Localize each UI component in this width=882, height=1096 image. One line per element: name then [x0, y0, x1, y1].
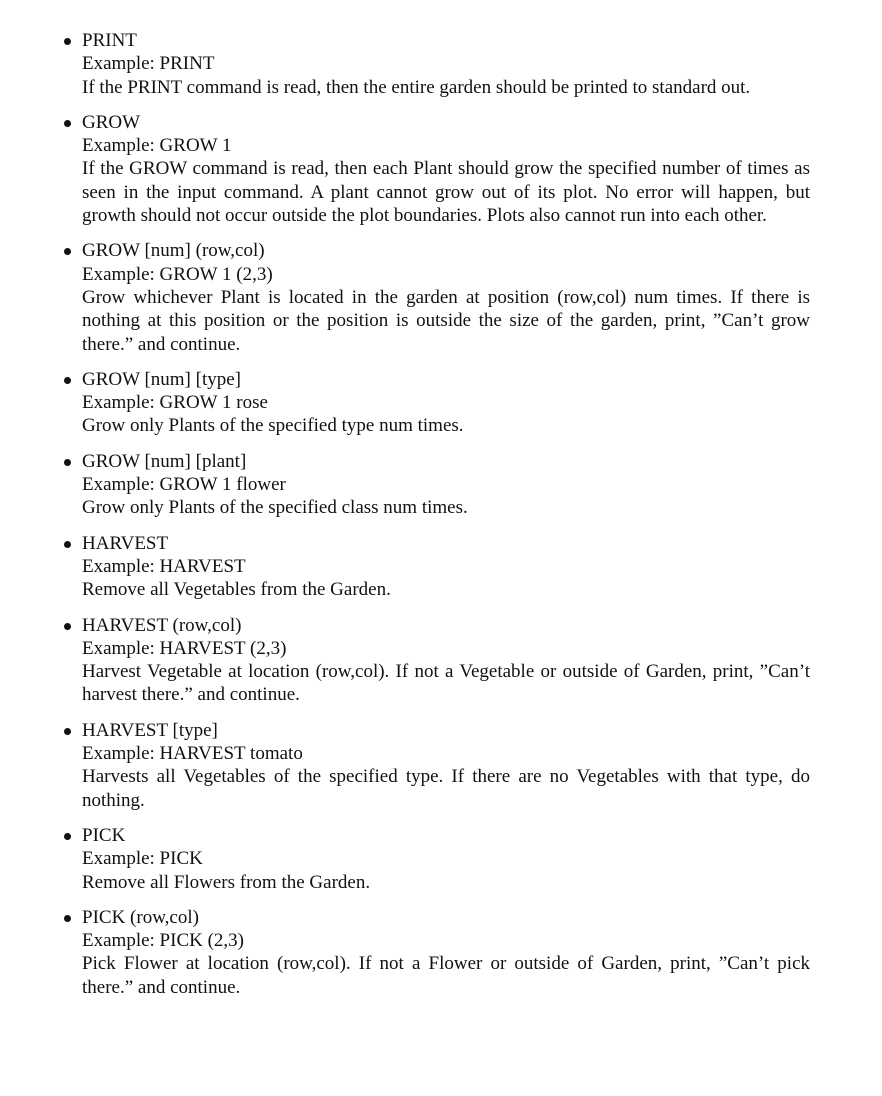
command-example: Example: HARVEST	[82, 555, 246, 577]
list-item	[82, 532, 810, 602]
bullet-icon	[64, 459, 71, 466]
command-example: Example: PICK	[82, 848, 203, 870]
command-example: Example: GROW 1 (2,3)	[82, 263, 273, 285]
bullet-icon	[64, 833, 71, 840]
list-item	[82, 614, 810, 707]
command-name: HARVEST	[82, 532, 169, 554]
command-description: If the PRINT command is read, then the entire garden should be printed to standard out.	[82, 76, 751, 98]
list-item	[82, 29, 810, 99]
command-example: Example: PICK (2,3)	[82, 930, 245, 952]
list-item	[82, 111, 810, 227]
bullet-icon	[64, 915, 71, 922]
bullet-icon	[64, 120, 71, 127]
bullet-icon	[64, 623, 71, 630]
command-example: Example: PRINT	[82, 53, 215, 75]
bullet-icon	[64, 38, 71, 45]
bullet-icon	[64, 248, 71, 255]
command-name: HARVEST (row,col)	[82, 614, 242, 636]
command-name: HARVEST [type]	[82, 719, 218, 741]
command-name: GROW [num] [type]	[82, 368, 242, 390]
command-description: Grow only Plants of the specified type num times.	[82, 415, 464, 437]
command-description: Pick Flower at location (row,col). If not a Flower or outside of Garden, print, ”Can’t pick there.” and continue.	[82, 953, 810, 998]
command-description: Harvests all Vegetables of the specified type. If there are no Vegetables with that type, do nothing.	[82, 766, 810, 811]
bullet-icon	[64, 728, 71, 735]
command-example: Example: GROW 1 flower	[82, 474, 286, 496]
command-example: Example: HARVEST (2,3)	[82, 637, 287, 659]
command-list	[82, 29, 810, 999]
command-description: If the GROW command is read, then each Plant should grow the specified number of times as seen in the input command. A plant cannot grow out of its plot. No error will happen, but growth should not occur outside the plot boundaries. Plots also cannot run into each other.	[82, 158, 810, 227]
bullet-icon	[64, 377, 71, 384]
command-name: PICK (row,col)	[82, 906, 199, 928]
command-description: Grow whichever Plant is located in the garden at position (row,col) num times. If there is nothing at this position or the position is outside the size of the garden, print, ”Can’t grow there.” and continue.	[82, 286, 810, 355]
list-item	[82, 906, 810, 999]
list-item	[82, 719, 810, 812]
command-description: Remove all Vegetables from the Garden.	[82, 579, 391, 601]
command-description: Harvest Vegetable at location (row,col). If not a Vegetable or outside of Garden, print, ”Can’t harvest there.” and continue.	[82, 661, 810, 706]
command-name: GROW [num] (row,col)	[82, 240, 265, 262]
command-name: PICK	[82, 824, 126, 846]
command-description: Remove all Flowers from the Garden.	[82, 871, 371, 893]
list-item	[82, 824, 810, 894]
bullet-icon	[64, 541, 71, 548]
list-item	[82, 239, 810, 355]
command-example: Example: GROW 1	[82, 135, 232, 157]
command-example: Example: HARVEST tomato	[82, 743, 303, 765]
command-example: Example: GROW 1 rose	[82, 392, 268, 414]
command-name: PRINT	[82, 30, 137, 51]
command-description: Grow only Plants of the specified class num times.	[82, 497, 468, 519]
list-item	[82, 368, 810, 438]
command-name: GROW [num] [plant]	[82, 450, 247, 472]
command-name: GROW	[82, 111, 141, 133]
list-item	[82, 450, 810, 520]
